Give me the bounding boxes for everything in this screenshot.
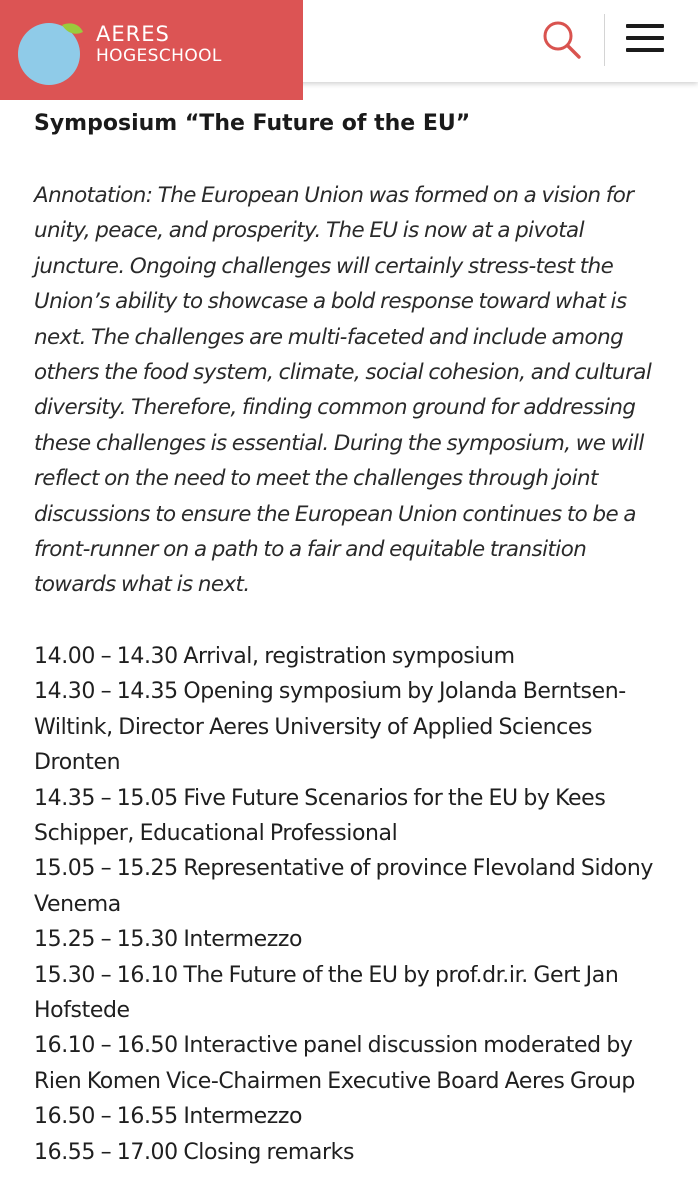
- hamburger-menu-icon: [626, 24, 664, 28]
- search-icon: [538, 16, 586, 64]
- program-item: 15.25 – 15.30 Intermezzo: [34, 927, 303, 953]
- program-item: 16.10 – 16.50 Interactive panel discussion moderated by Rien Komen Vice-Chairmen Executive Board Aeres Group: [34, 1033, 635, 1094]
- program-item: 15.05 – 15.25 Representative of province Flevoland Sidony Venema: [34, 856, 653, 917]
- program-item: 14.30 – 14.35 Opening symposium by Jolanda Berntsen-Wiltink, Director Aeres University of Applied Sciences Dronten: [34, 679, 626, 776]
- program-item: 14.35 – 15.05 Five Future Scenarios for the EU by Kees Schipper, Educational Professional: [34, 785, 606, 846]
- program-item: 16.50 – 16.55 Intermezzo: [34, 1104, 303, 1130]
- brand-subtitle: HOGESCHOOL: [96, 46, 222, 66]
- article-content: [34, 104, 670, 1170]
- program-item: 15.30 – 16.10 The Future of the EU by prof.dr.ir. Gert Jan Hofstede: [34, 962, 619, 1023]
- program-item: 14.00 – 14.30 Arrival, registration symposium: [34, 643, 515, 669]
- menu-button[interactable]: [622, 18, 668, 62]
- header-divider: [604, 14, 605, 66]
- site-header: [0, 0, 698, 82]
- search-button[interactable]: [538, 16, 586, 64]
- page-title: Symposium “The Future of the EU”: [34, 111, 471, 136]
- hamburger-menu-icon: [626, 36, 664, 40]
- program-schedule: [34, 639, 670, 1170]
- aeres-logo-icon: [18, 19, 84, 85]
- logo-link[interactable]: [0, 0, 303, 100]
- symposium-annotation: Annotation: The European Union was formed on a vision for unity, peace, and prosperity. The EU is now at a pivotal juncture. Ongoing challenges will certainly stress-test the Union’s ability to showcase a bold response toward what is next. The challenges are multi-faceted and include among others the food system, climate, social cohesion, and cultural diversity. Therefore, finding common ground for addressing these challenges is essential. During the symposium, we will reflect on the need to meet the challenges through joint discussions to ensure the European Union continues to be a front-runner on a path to a fair and equitable transition towards what is next.: [34, 183, 652, 598]
- program-item: 16.55 – 17.00 Closing remarks: [34, 1139, 355, 1165]
- brand-name: AERES: [96, 22, 170, 46]
- hamburger-menu-icon: [626, 48, 664, 52]
